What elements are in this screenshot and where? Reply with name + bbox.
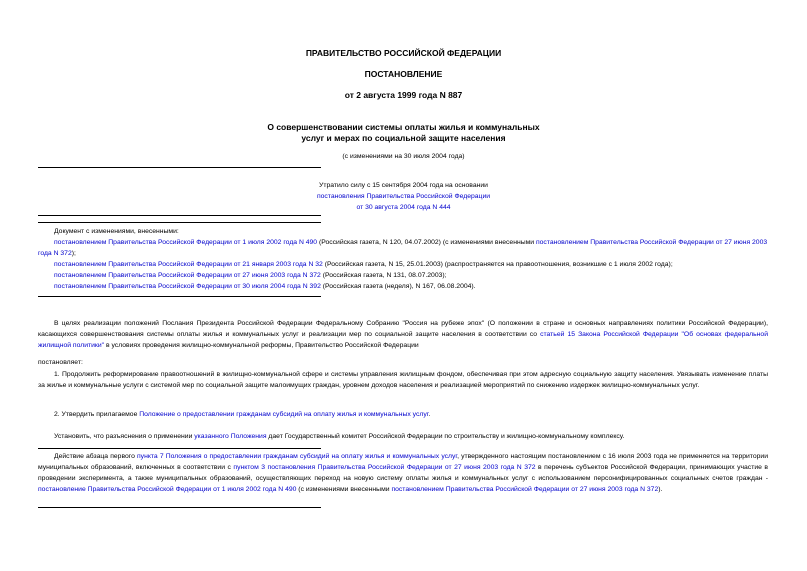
regulation-link[interactable]: пунктом 3 постановления Правительства Российской Федерации от 27 июня 2003 года N 372 — [233, 464, 536, 471]
changes-note: (с изменениями на 30 июля 2004 года) — [342, 153, 465, 160]
divider — [38, 222, 321, 223]
paragraph-text: Установить, что разъяснения о применении — [54, 433, 195, 440]
divider — [38, 296, 321, 297]
document-date-number: от 2 августа 1999 года N 887 — [344, 90, 463, 100]
law-article-link[interactable]: статьей 15 Закона Российской Федерации "Об основах федеральной жилищной политики" — [38, 331, 768, 349]
title-line-1: О совершенствовании системы оплаты жилья и коммунальных — [267, 122, 540, 132]
amendment-text: (Российская газета, N 15, 25.01.2003) (распространяется на правоотношения, возникшие с 1 июля 2002 года); — [322, 261, 673, 268]
amendment-link[interactable]: постановлением Правительства Российской Федерации от 30 июля 2004 года N 392 — [54, 283, 321, 290]
paragraph-1: 1. Продолжить реформирование правоотношений в жилищно-коммунальной сфере и системы управления жилищным фондом, обеспечивая при этом адресную социальную защиту населения. Увязывать изменение платы за жилье и коммунальные услуги с системой мер по социальной защите малоимущих граждан, уровнем доходов населения и реализацией мероприятий по снижению издержек жилищно-коммунальных услуг. — [38, 371, 768, 389]
resolves-label: постановляет: — [38, 359, 83, 366]
paragraph-3 — [38, 431, 768, 442]
amendment-item — [38, 259, 768, 270]
paragraph-text: ). — [658, 486, 663, 493]
amendment-item — [38, 237, 768, 259]
regulation-link[interactable]: указанного Положения — [194, 433, 267, 440]
paragraph-text: дает Государственный комитет Российской Федерации по строительству и жилищно-коммунальному комплексу. — [266, 433, 625, 440]
expired-note — [0, 180, 807, 213]
paragraph-text: (с изменениями внесенными — [296, 486, 392, 493]
expired-text: Утратило силу с 15 сентября 2004 года на основании — [319, 182, 488, 189]
paragraph-2 — [38, 409, 768, 420]
amendment-link[interactable]: постановлением Правительства Российской Федерации от 21 января 2003 года N 32 — [54, 261, 323, 268]
divider — [38, 215, 321, 216]
divider — [38, 448, 321, 449]
paragraph-text: , утвержденного настоящим постановлением с 16 июля 2003 года не применяется на территории муниципальных образований, включенных в соответствии с — [38, 453, 768, 471]
title-line-2: услуг и мерах по социальной защите населения — [301, 133, 506, 143]
preamble-text: В целях реализации положений Послания Президента Российской Федерации Федеральному Собранию "Россия на рубеже эпох" (О положении в стране и основных направлениях политики Российской Федерации), касающихся совершенствования системы оплаты жилья и коммунальных услуг и реализации мер по социальной защите населения в соответствии со — [38, 320, 768, 338]
amendment-link[interactable]: постановлением Правительства Российской Федерации от 27 июня 2003 года N 372 — [54, 272, 321, 279]
paragraph-text: 2. Утвердить прилагаемое — [54, 411, 140, 418]
preamble-text: в условиях проведения жилищно-коммунальной реформы, Правительство Российской Федерации — [104, 342, 419, 349]
regulation-link[interactable]: Положение о предоставлении гражданам субсидий на оплату жилья и коммунальных услуг — [139, 411, 429, 418]
paragraph-4 — [38, 451, 768, 495]
expired-link-line-1[interactable]: постановления Правительства Российской Федерации — [316, 193, 491, 200]
amendment-link[interactable]: постановлением Правительства Российской Федерации от 1 июля 2002 года N 490 — [54, 239, 318, 246]
amendment-item — [38, 270, 768, 281]
amendments-heading: Документ с изменениями, внесенными: — [54, 228, 179, 235]
amendment-item — [38, 281, 768, 292]
paragraph-text: . — [428, 411, 431, 418]
divider — [38, 167, 321, 168]
amendment-link[interactable]: постановлением Правительства Российской Федерации от 27 июня 2003 года N 372 — [38, 239, 768, 257]
regulation-link[interactable]: пункта 7 Положения о предоставлении гражданам субсидий на оплату жилья и коммунальных услуг — [137, 453, 458, 460]
regulation-link[interactable]: постановление Правительства Российской Федерации от 1 июля 2002 года N 490 — [38, 486, 297, 493]
document-type: ПОСТАНОВЛЕНИЕ — [364, 69, 443, 79]
government-heading: ПРАВИТЕЛЬСТВО РОССИЙСКОЙ ФЕДЕРАЦИИ — [305, 48, 502, 58]
preamble-paragraph — [38, 318, 768, 351]
paragraph-text: в перечень субъектов Российской Федерации, принимающих участие в проведении эксперимента, а также муниципальных образований, осуществляющих переход на новую систему оплаты жилья и коммунальных услуг с использованием персонифицированных социальных счетов граждан - — [38, 464, 768, 482]
amendments-block — [38, 226, 768, 292]
regulation-link[interactable]: постановлением Правительства Российской Федерации от 27 июня 2003 года N 372 — [391, 486, 659, 493]
amendment-text: (Российская газета (неделя), N 167, 06.08.2004). — [320, 283, 476, 290]
divider — [38, 507, 321, 508]
amendment-text: (Российская газета, N 120, 04.07.2002) (с изменениями внесенными — [317, 239, 536, 246]
paragraph-text: Действие абзаца первого — [54, 453, 137, 460]
amendment-text: ); — [71, 250, 76, 257]
document-title — [0, 122, 807, 144]
amendment-text: (Российская газета, N 131, 08.07.2003); — [320, 272, 447, 279]
expired-link-line-2[interactable]: от 30 августа 2004 года N 444 — [356, 204, 451, 211]
